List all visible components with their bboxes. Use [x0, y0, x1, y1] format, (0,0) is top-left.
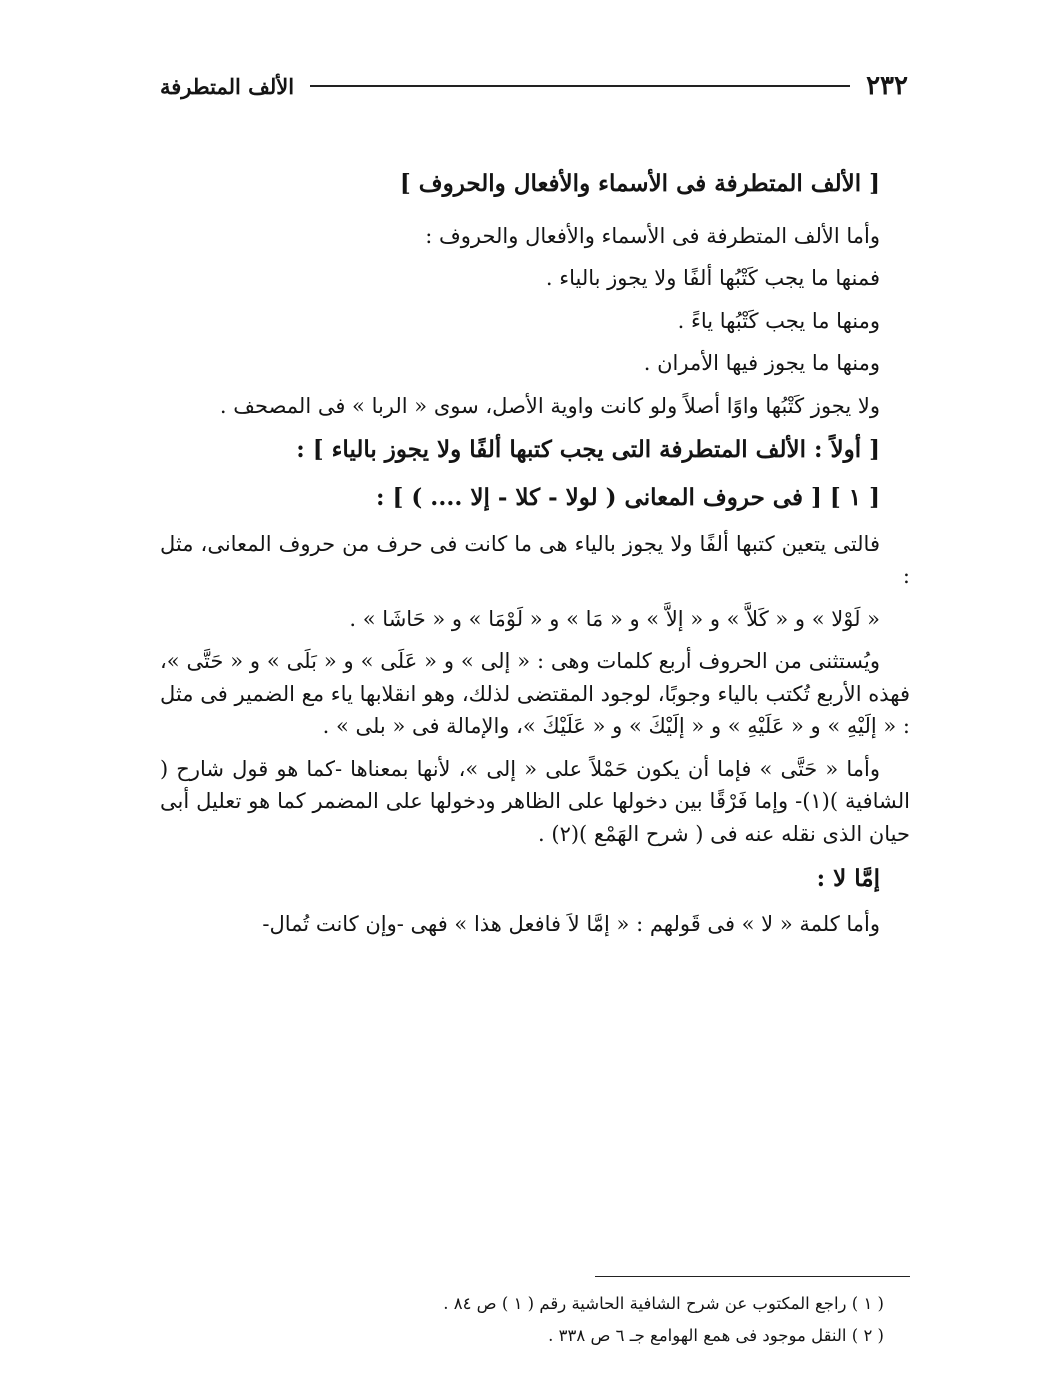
paragraph-letters: فالتى يتعين كتبها ألفًا ولا يجوز بالياء هى ما كانت فى حرف من حروف المعانى، مثل : [160, 531, 910, 589]
section-heading-imma: إمَّا لا : [816, 864, 880, 892]
paragraph-waw: ولا يجوز كَتْبُها واوًا أصلاً ولو كانت واوية الأصل، سوى « الربا » فى المصحف . [219, 393, 880, 418]
paragraph-hatta: وأما « حَتَّى » فإما أن يكون حَمْلاً على « إلى »، لأنها بمعناها -كما هو قول شارح ( الشافية )(١)- وإما فَرْقًا بين دخولها على الظاهر ودخولها على المضمر كما هو تعليل أبى حيان الذى نقله عنه فى ( شرح الهَمْع )(٢) . [160, 756, 910, 847]
intro-line: فمنها ما يجب كَتْبُها ألفًا ولا يجوز بالياء . [545, 266, 880, 291]
footnote-2: ( ٢ ) النقل موجود فى همع الهوامع جـ ٦ ص ٣٣٨ . [548, 1325, 884, 1345]
subsection-heading-letters: [ ١ ] [ فى حروف المعانى ( لولا - كلا - إلا .... ) ] : [376, 484, 880, 512]
paragraph-imma: وأما كلمة « لا » فى قَولهم : « إمَّا لاَ فافعل هذا » فهى -وإن كانت تُمال- [262, 912, 880, 937]
section-heading-main: [ الألف المتطرفة فى الأسماء والأفعال والحروف ] [399, 170, 880, 197]
page-body [160, 166, 910, 951]
intro-line: ومنها ما يجب كَتْبُها ياءً . [677, 308, 880, 333]
footnote-1: ( ١ ) راجع المكتوب عن شرح الشافية الحاشية رقم ( ١ ) ص ٨٤ . [443, 1294, 884, 1313]
paragraph-exceptions: ويُستثنى من الحروف أربع كلمات وهى : « إلى » و « عَلَى » و « بَلَى » و « حَتَّى »، فهذه الأربع تُكتب بالياء وجوبًا، لوجود المقتضى لذلك، وهو انقلابها ياء مع الضمير فى مثل : « إلَيْهِ » و « عَلَيْهِ » و « إلَيْكَ » و « عَلَيْكَ »، والإمالة فى « بلى » . [160, 649, 910, 739]
page-header [160, 66, 908, 106]
footnotes [160, 1276, 910, 1354]
examples-line: « لَوْلا » و « كَلاَّ » و « إلاَّ » و « مَا » و « لَوْمَا » و « حَاشَا » . [349, 606, 880, 631]
intro-line: ومنها ما يجوز فيها الأمران . [643, 351, 880, 376]
footnote-rule [595, 1276, 910, 1277]
running-title: الألف المتطرفة [160, 73, 295, 99]
section-heading-first: [ أولاً : الألف المتطرفة التى يجب كتبها ألفًا ولا يجوز بالياء ] : [296, 436, 880, 464]
page-number: ٢٣٢ [866, 71, 908, 101]
header-rule [310, 85, 850, 87]
intro-line: وأما الألف المتطرفة فى الأسماء والأفعال والحروف : [425, 223, 880, 248]
